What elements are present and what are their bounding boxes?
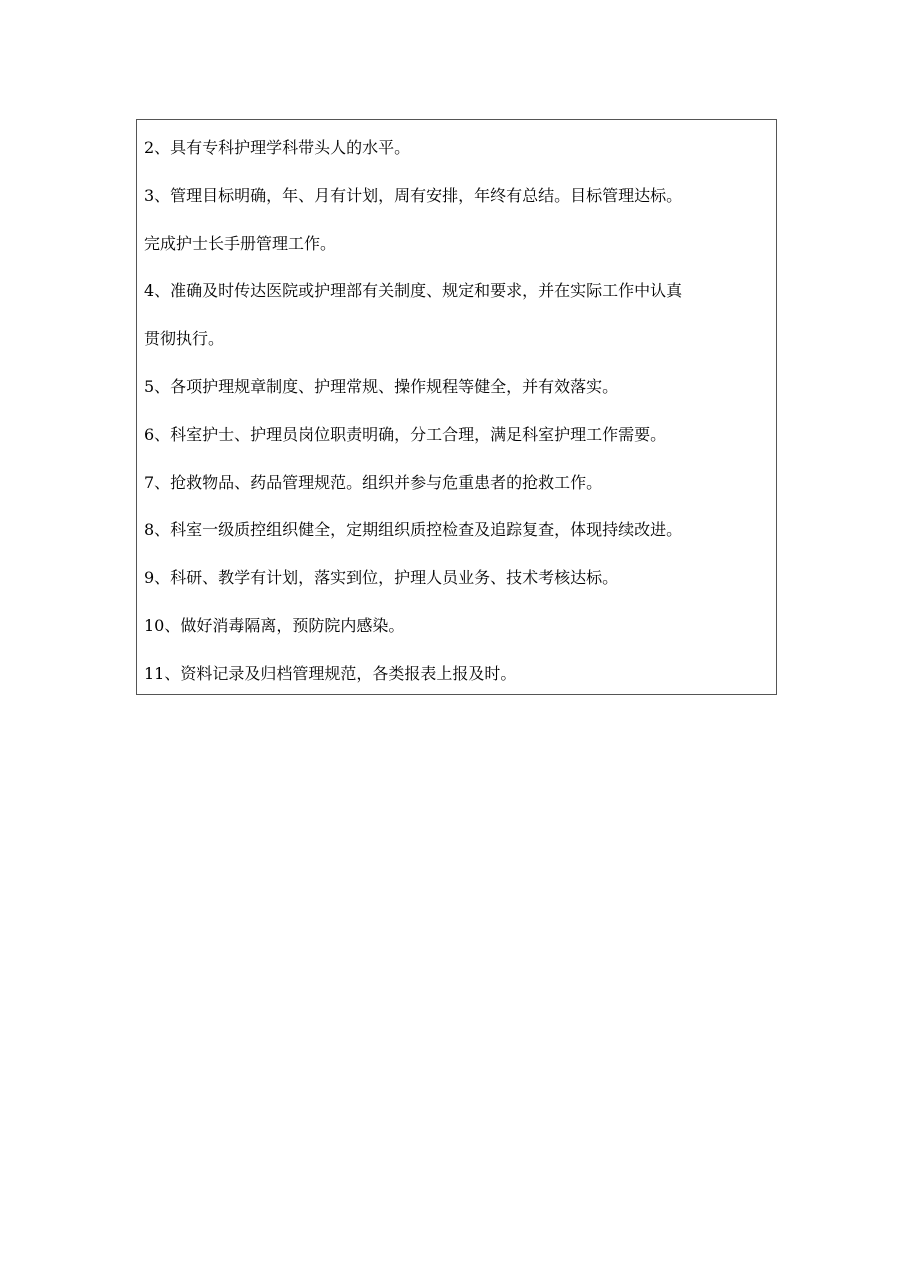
text-line-3: 完成护士长手册管理工作。 (144, 233, 337, 253)
text-line-11: 10、做好消毒隔离，预防院内感染。 (144, 615, 405, 635)
text-line-2: 3、管理目标明确，年、月有计划，周有安排，年终有总结。目标管理达标。 (144, 185, 683, 205)
text-line-4: 4、准确及时传达医院或护理部有关制度、规定和要求，并在实际工作中认真 (144, 281, 683, 301)
text-line-5: 贯彻执行。 (144, 329, 225, 349)
text-line-1: 2、具有专科护理学科带头人的水平。 (144, 138, 411, 157)
text-line-12: 11、资料记录及归档管理规范，各类报表上报及时。 (144, 663, 517, 683)
text-line-7: 6、科室护士、护理员岗位职责明确，分工合理，满足科室护理工作需要。 (144, 424, 667, 444)
text-line-8: 7、抢救物品、药品管理规范。组织并参与危重患者的抢救工作。 (144, 472, 603, 492)
requirements-box (136, 119, 777, 695)
text-line-9: 8、科室一级质控组织健全，定期组织质控检查及追踪复查，体现持续改进。 (144, 520, 683, 540)
text-line-10: 9、科研、教学有计划，落实到位，护理人员业务、技术考核达标。 (144, 568, 619, 588)
text-line-6: 5、各项护理规章制度、护理常规、操作规程等健全，并有效落实。 (144, 376, 619, 396)
